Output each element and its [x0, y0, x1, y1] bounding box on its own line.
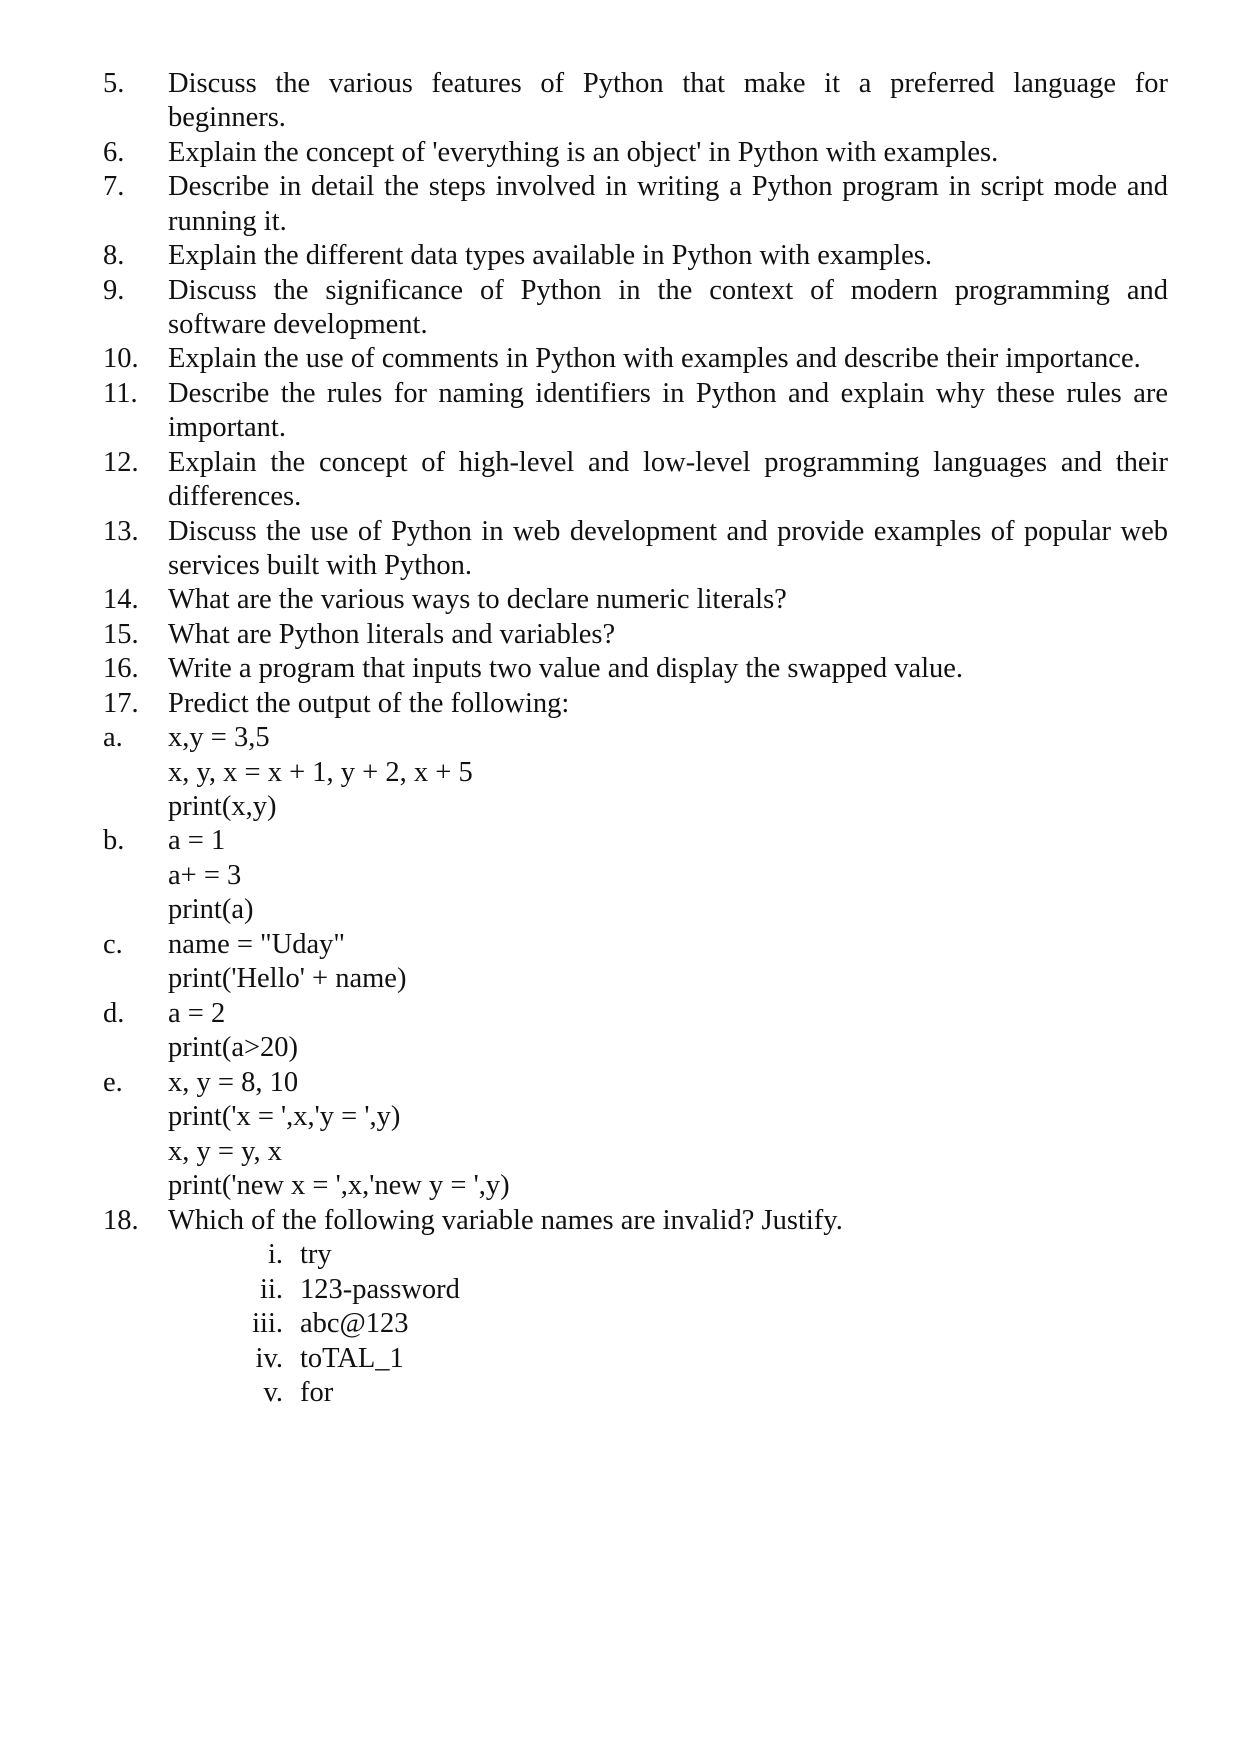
option-number: iii.	[252, 1308, 283, 1339]
question-number: 9.	[103, 275, 125, 306]
option-text: for	[300, 1377, 334, 1408]
code-line: print('new x = ',x,'new y = ',y)	[168, 1170, 510, 1201]
question-number: 11.	[103, 378, 138, 409]
question-text: Describe in detail the steps involved in writing a Python program in script mode and	[168, 171, 1168, 202]
question-number: 13.	[103, 516, 139, 547]
code-line: a = 2	[168, 998, 226, 1029]
code-line: x,y = 3,5	[168, 722, 270, 753]
question-number: 18.	[103, 1205, 139, 1236]
question-number: 10.	[103, 343, 139, 374]
question-number: 14.	[103, 584, 139, 615]
question-text: beginners.	[168, 102, 286, 133]
question-number: 7.	[103, 171, 125, 202]
question-text: Write a program that inputs two value and display the swapped value.	[168, 653, 964, 684]
code-line: print(a)	[168, 894, 254, 925]
subpart-label: d.	[103, 998, 125, 1029]
question-text: differences.	[168, 481, 302, 512]
question-number: 16.	[103, 653, 139, 684]
option-text: toTAL_1	[300, 1343, 404, 1374]
question-text: Explain the different data types available in Python with examples.	[168, 240, 933, 271]
question-number: 12.	[103, 447, 139, 478]
question-text: important.	[168, 412, 286, 443]
subpart-label: e.	[103, 1067, 123, 1098]
question-text: Discuss the use of Python in web development and provide examples of popular web	[168, 516, 1168, 547]
question-text: Predict the output of the following:	[168, 688, 570, 719]
option-text: try	[300, 1239, 332, 1270]
subpart-label: c.	[103, 929, 123, 960]
question-number: 15.	[103, 619, 139, 650]
option-number: v.	[263, 1377, 283, 1408]
question-text: Describe the rules for naming identifiers in Python and explain why these rules are	[168, 378, 1168, 409]
question-text: What are Python literals and variables?	[168, 619, 616, 650]
question-text: software development.	[168, 309, 428, 340]
option-text: abc@123	[300, 1308, 409, 1339]
question-text: Which of the following variable names are invalid? Justify.	[168, 1205, 843, 1236]
code-line: print(x,y)	[168, 791, 277, 822]
code-line: print('x = ',x,'y = ',y)	[168, 1101, 401, 1132]
code-line: a = 1	[168, 825, 226, 856]
question-number: 17.	[103, 688, 139, 719]
question-text: Explain the concept of high-level and low-level programming languages and their	[168, 447, 1168, 478]
question-text: services built with Python.	[168, 550, 472, 581]
code-line: name = "Uday"	[168, 929, 346, 960]
code-line: print(a>20)	[168, 1032, 299, 1063]
question-text: Discuss the significance of Python in the context of modern programming and	[168, 275, 1168, 306]
question-number: 5.	[103, 68, 125, 99]
code-line: x, y = 8, 10	[168, 1067, 299, 1098]
code-line: x, y, x = x + 1, y + 2, x + 5	[168, 757, 473, 788]
question-text: Explain the concept of 'everything is an object' in Python with examples.	[168, 137, 999, 168]
question-number: 8.	[103, 240, 125, 271]
code-line: x, y = y, x	[168, 1136, 282, 1167]
question-text: running it.	[168, 206, 287, 237]
question-number: 6.	[103, 137, 125, 168]
option-number: iv.	[255, 1343, 283, 1374]
question-text: Explain the use of comments in Python with examples and describe their importance.	[168, 343, 1141, 374]
option-number: i.	[267, 1239, 283, 1270]
subpart-label: b.	[103, 825, 125, 856]
code-line: a+ = 3	[168, 860, 242, 891]
question-text: What are the various ways to declare numeric literals?	[168, 584, 787, 615]
option-text: 123-password	[300, 1274, 460, 1305]
option-number: ii.	[260, 1274, 283, 1305]
question-text: Discuss the various features of Python that make it a preferred language for	[168, 68, 1168, 99]
code-line: print('Hello' + name)	[168, 963, 407, 994]
subpart-label: a.	[103, 722, 123, 753]
